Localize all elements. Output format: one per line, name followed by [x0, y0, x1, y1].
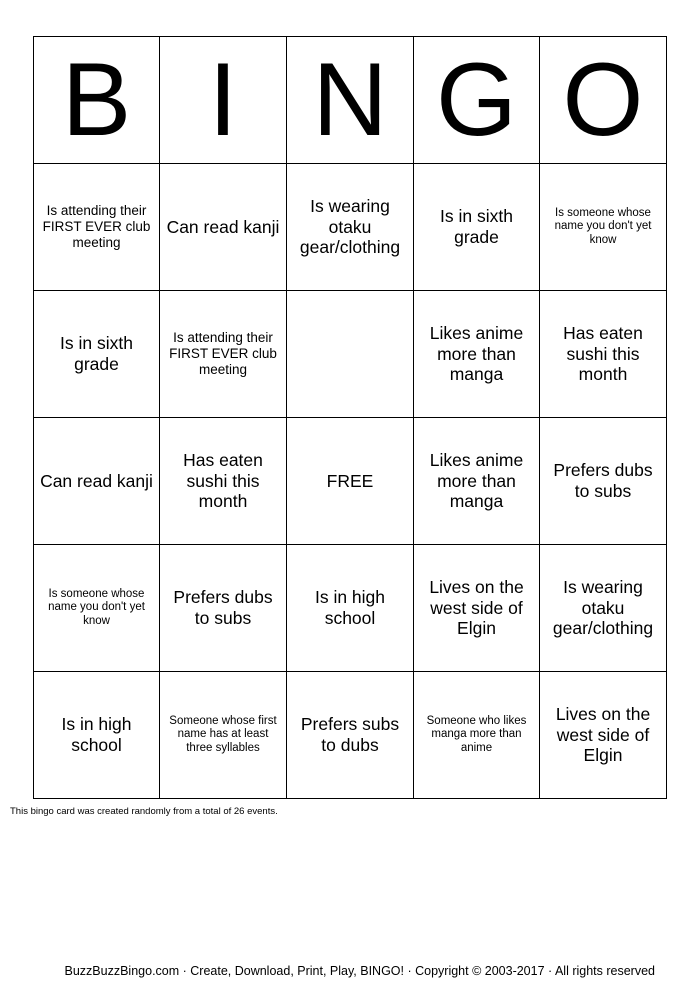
bingo-row	[34, 418, 667, 545]
header-letter-n: N	[287, 37, 414, 164]
bingo-cell: Lives on the west side of Elgin	[414, 545, 540, 672]
bingo-cell: Has eaten sushi this month	[160, 418, 287, 545]
bingo-cell: Someone whose first name has at least three syllables	[160, 672, 287, 799]
bingo-cell: Is attending their FIRST EVER club meeting	[160, 291, 287, 418]
bingo-card	[33, 36, 667, 799]
card-info-note: This bingo card was created randomly from a total of 26 events.	[10, 806, 278, 817]
site-footer: BuzzBuzzBingo.com · Create, Download, Print, Play, BINGO! · Copyright © 2003-2017 · All rights reserved	[64, 964, 655, 978]
bingo-cell: Likes anime more than manga	[414, 418, 540, 545]
bingo-cell: Is wearing otaku gear/clothing	[287, 164, 414, 291]
bingo-cell: Is someone whose name you don't yet know	[34, 545, 160, 672]
bingo-header-row	[34, 37, 667, 164]
bingo-row	[34, 291, 667, 418]
bingo-cell-empty	[287, 291, 414, 418]
header-letter-g: G	[414, 37, 540, 164]
bingo-cell: Likes anime more than manga	[414, 291, 540, 418]
bingo-cell: Has eaten sushi this month	[540, 291, 667, 418]
bingo-row	[34, 164, 667, 291]
bingo-cell: Someone who likes manga more than anime	[414, 672, 540, 799]
bingo-cell: Is in sixth grade	[414, 164, 540, 291]
bingo-cell: Is in high school	[34, 672, 160, 799]
bingo-cell: Prefers dubs to subs	[160, 545, 287, 672]
bingo-cell: Can read kanji	[34, 418, 160, 545]
bingo-cell: Is wearing otaku gear/clothing	[540, 545, 667, 672]
bingo-cell: Prefers dubs to subs	[540, 418, 667, 545]
bingo-row	[34, 545, 667, 672]
bingo-cell: Is attending their FIRST EVER club meeting	[34, 164, 160, 291]
bingo-cell: Is someone whose name you don't yet know	[540, 164, 667, 291]
bingo-cell: Is in sixth grade	[34, 291, 160, 418]
header-letter-b: B	[34, 37, 160, 164]
header-letter-i: I	[160, 37, 287, 164]
bingo-cell: Can read kanji	[160, 164, 287, 291]
header-letter-o: O	[540, 37, 667, 164]
bingo-cell: Prefers subs to dubs	[287, 672, 414, 799]
bingo-row	[34, 672, 667, 799]
bingo-cell: Is in high school	[287, 545, 414, 672]
free-space-cell: FREE	[287, 418, 414, 545]
bingo-cell: Lives on the west side of Elgin	[540, 672, 667, 799]
